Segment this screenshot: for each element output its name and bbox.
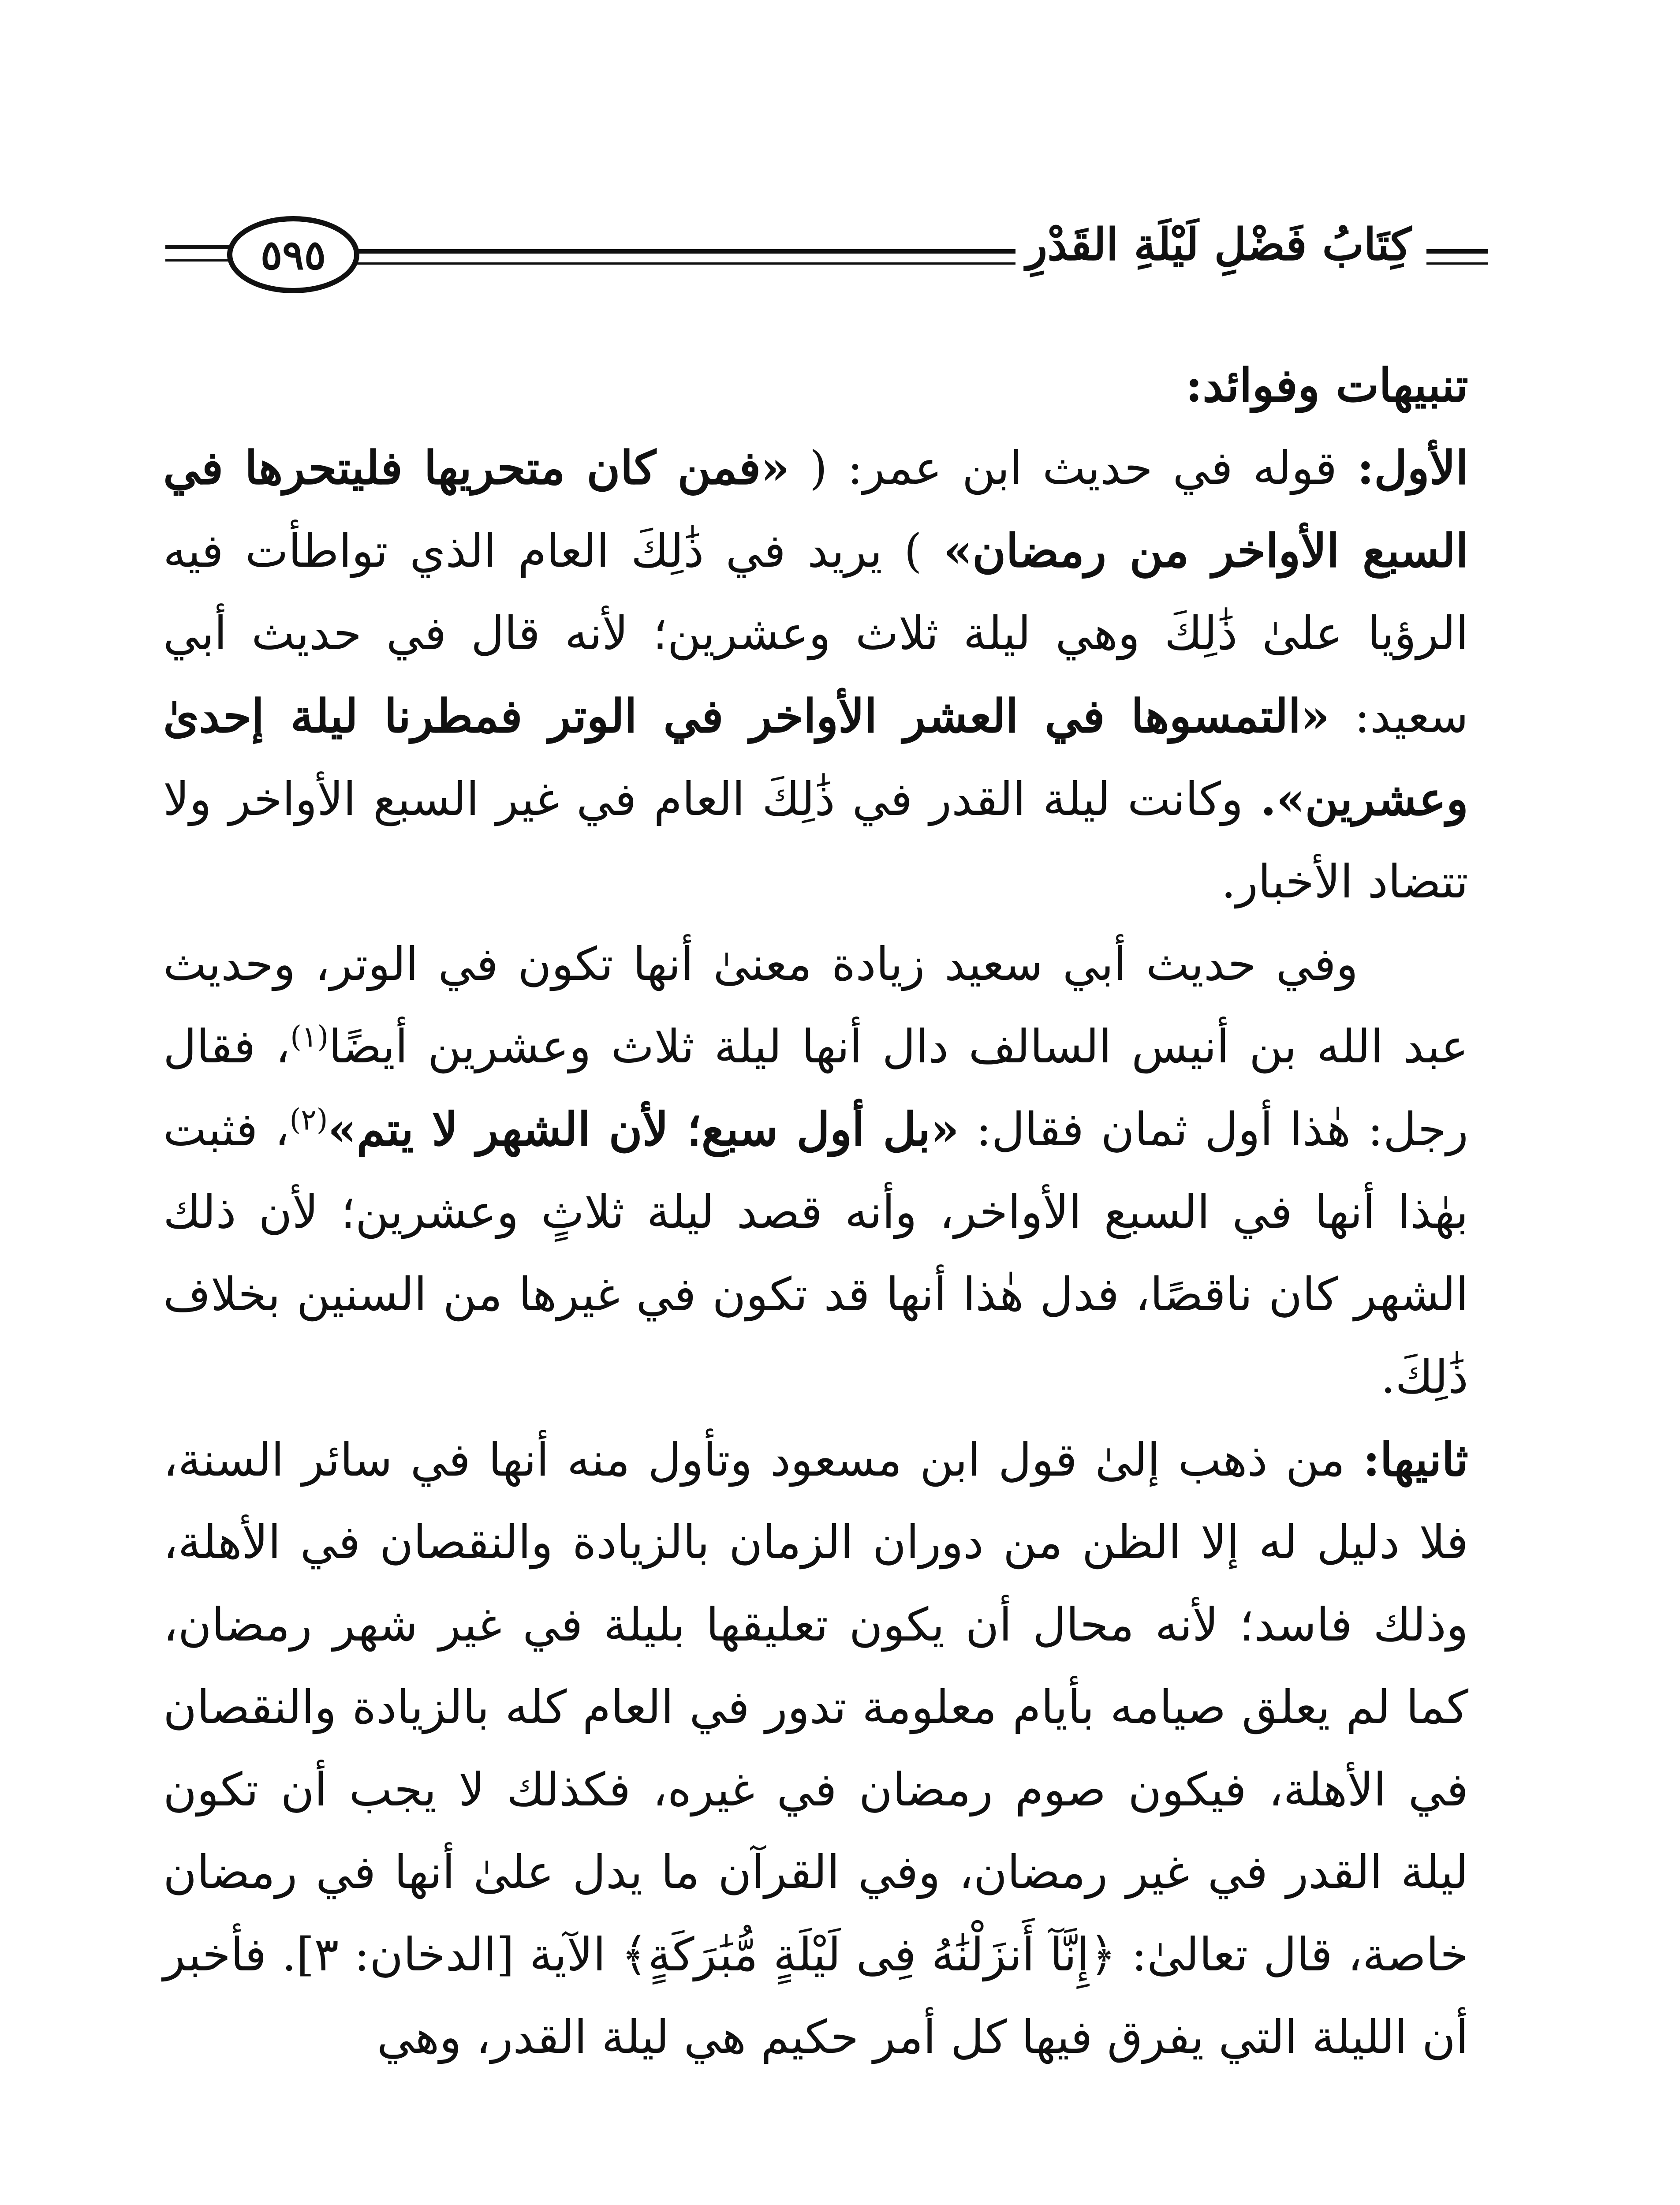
paragraph-1-text-a: قوله في حديث ابن عمر: ( [809,441,1337,495]
footnote-ref-2[interactable]: (٢) [289,1102,328,1137]
paragraph-1-quote-b: «التمسوها في العشر الأواخر في الوتر فمطرنا ليلة إحدىٰ وعشرين». [163,689,1468,826]
header-rule-main-thin [342,262,1069,265]
section-heading-text: تنبيهات وفوائد: [1185,358,1468,412]
page-number-oval [227,216,359,293]
paragraph-2-quote: «بل أول سبع؛ لأن الشهر لا يتم» [328,1102,959,1156]
paragraph-2 [163,923,1468,1418]
page-number: ٥٩٥ [260,231,326,279]
page-header [165,207,1488,313]
section-heading [163,344,1468,426]
paragraph-3-verse: ﴿إِنَّآ أَنزَلْنَٰهُ فِى لَيْلَةٍ مُّبَٰرَكَةٍ﴾ [621,1928,1116,1981]
paragraph-3-text-b: الآية [الدخان: ٣]. فأخبر أن الليلة التي يفرق فيها كل أمر حكيم هي ليلة القدر، وهي [163,1928,1468,2064]
paragraph-1 [163,426,1468,923]
paragraph-1-text-b: ) يريد في ذَٰلِكَ العام الذي تواطأت فيه الرؤيا علىٰ ذَٰلِكَ وهي ليلة ثلاث وعشرين؛ لأنه قال في حديث أبي سعيد: [163,524,1469,743]
footnote-ref-1[interactable]: (١) [290,1020,329,1054]
paragraph-1-text-c: وكانت ليلة القدر في ذَٰلِكَ العام في غير السبع الأواخر ولا تتضاد الأخبار. [163,772,1468,908]
paragraph-1-label: الأول: [1357,441,1468,495]
header-rule-right [1426,249,1488,254]
paragraph-2-text-c: ، فثبت بهٰذا أنها في السبع الأواخر، وأنه قصد ليلة ثلاثٍ وعشرين؛ لأن ذلك الشهر كان ناقصًا، فدل هٰذا أنها قد تكون في غيرها من السنين بخلاف ذَٰلِكَ. [163,1102,1468,1404]
header-rule-right-thin [1426,262,1488,265]
paragraph-2-text-a: وفي حديث أبي سعيد زيادة معنىٰ أنها تكون في الوتر، وحديث عبد الله بن أنيس السالف دال أنها ليلة ثلاث وعشرين أيضًا [163,937,1468,1073]
paragraph-2-text-b: ، فقال رجل: هٰذا أول ثمان فقال: [163,1020,1468,1156]
running-title: كِتَابُ فَضْلِ لَيْلَةِ القَدْرِ [1015,218,1422,270]
paragraph-3 [163,1418,1468,2078]
paragraph-1-quote-a: «فمن كان متحريها فليتحرها في السبع الأواخر من رمضان» [163,441,1469,578]
body-text [163,344,1468,2078]
paragraph-3-text-a: من ذهب إلىٰ قول ابن مسعود وتأول منه أنها في سائر السنة، فلا دليل له إلا الظن من دوران الزمان بالزيادة والنقصان في الأهلة، وذلك فاسد؛ لأنه محال أن يكون تعليقها بليلة في غير شهر رمضان، كما لم يعلق صيامه بأيام معلومة تدور في العام كله بالزيادة والنقصان في الأهلة، فيكون صوم رمضان في غيره، فكذلك لا يجب أن تكون ليلة القدر في غير رمضان، وفي القرآن ما يدل علىٰ أنها في رمضان خاصة، قال تعالىٰ: [163,1433,1468,1981]
paragraph-3-label: ثانيها: [1363,1432,1469,1487]
